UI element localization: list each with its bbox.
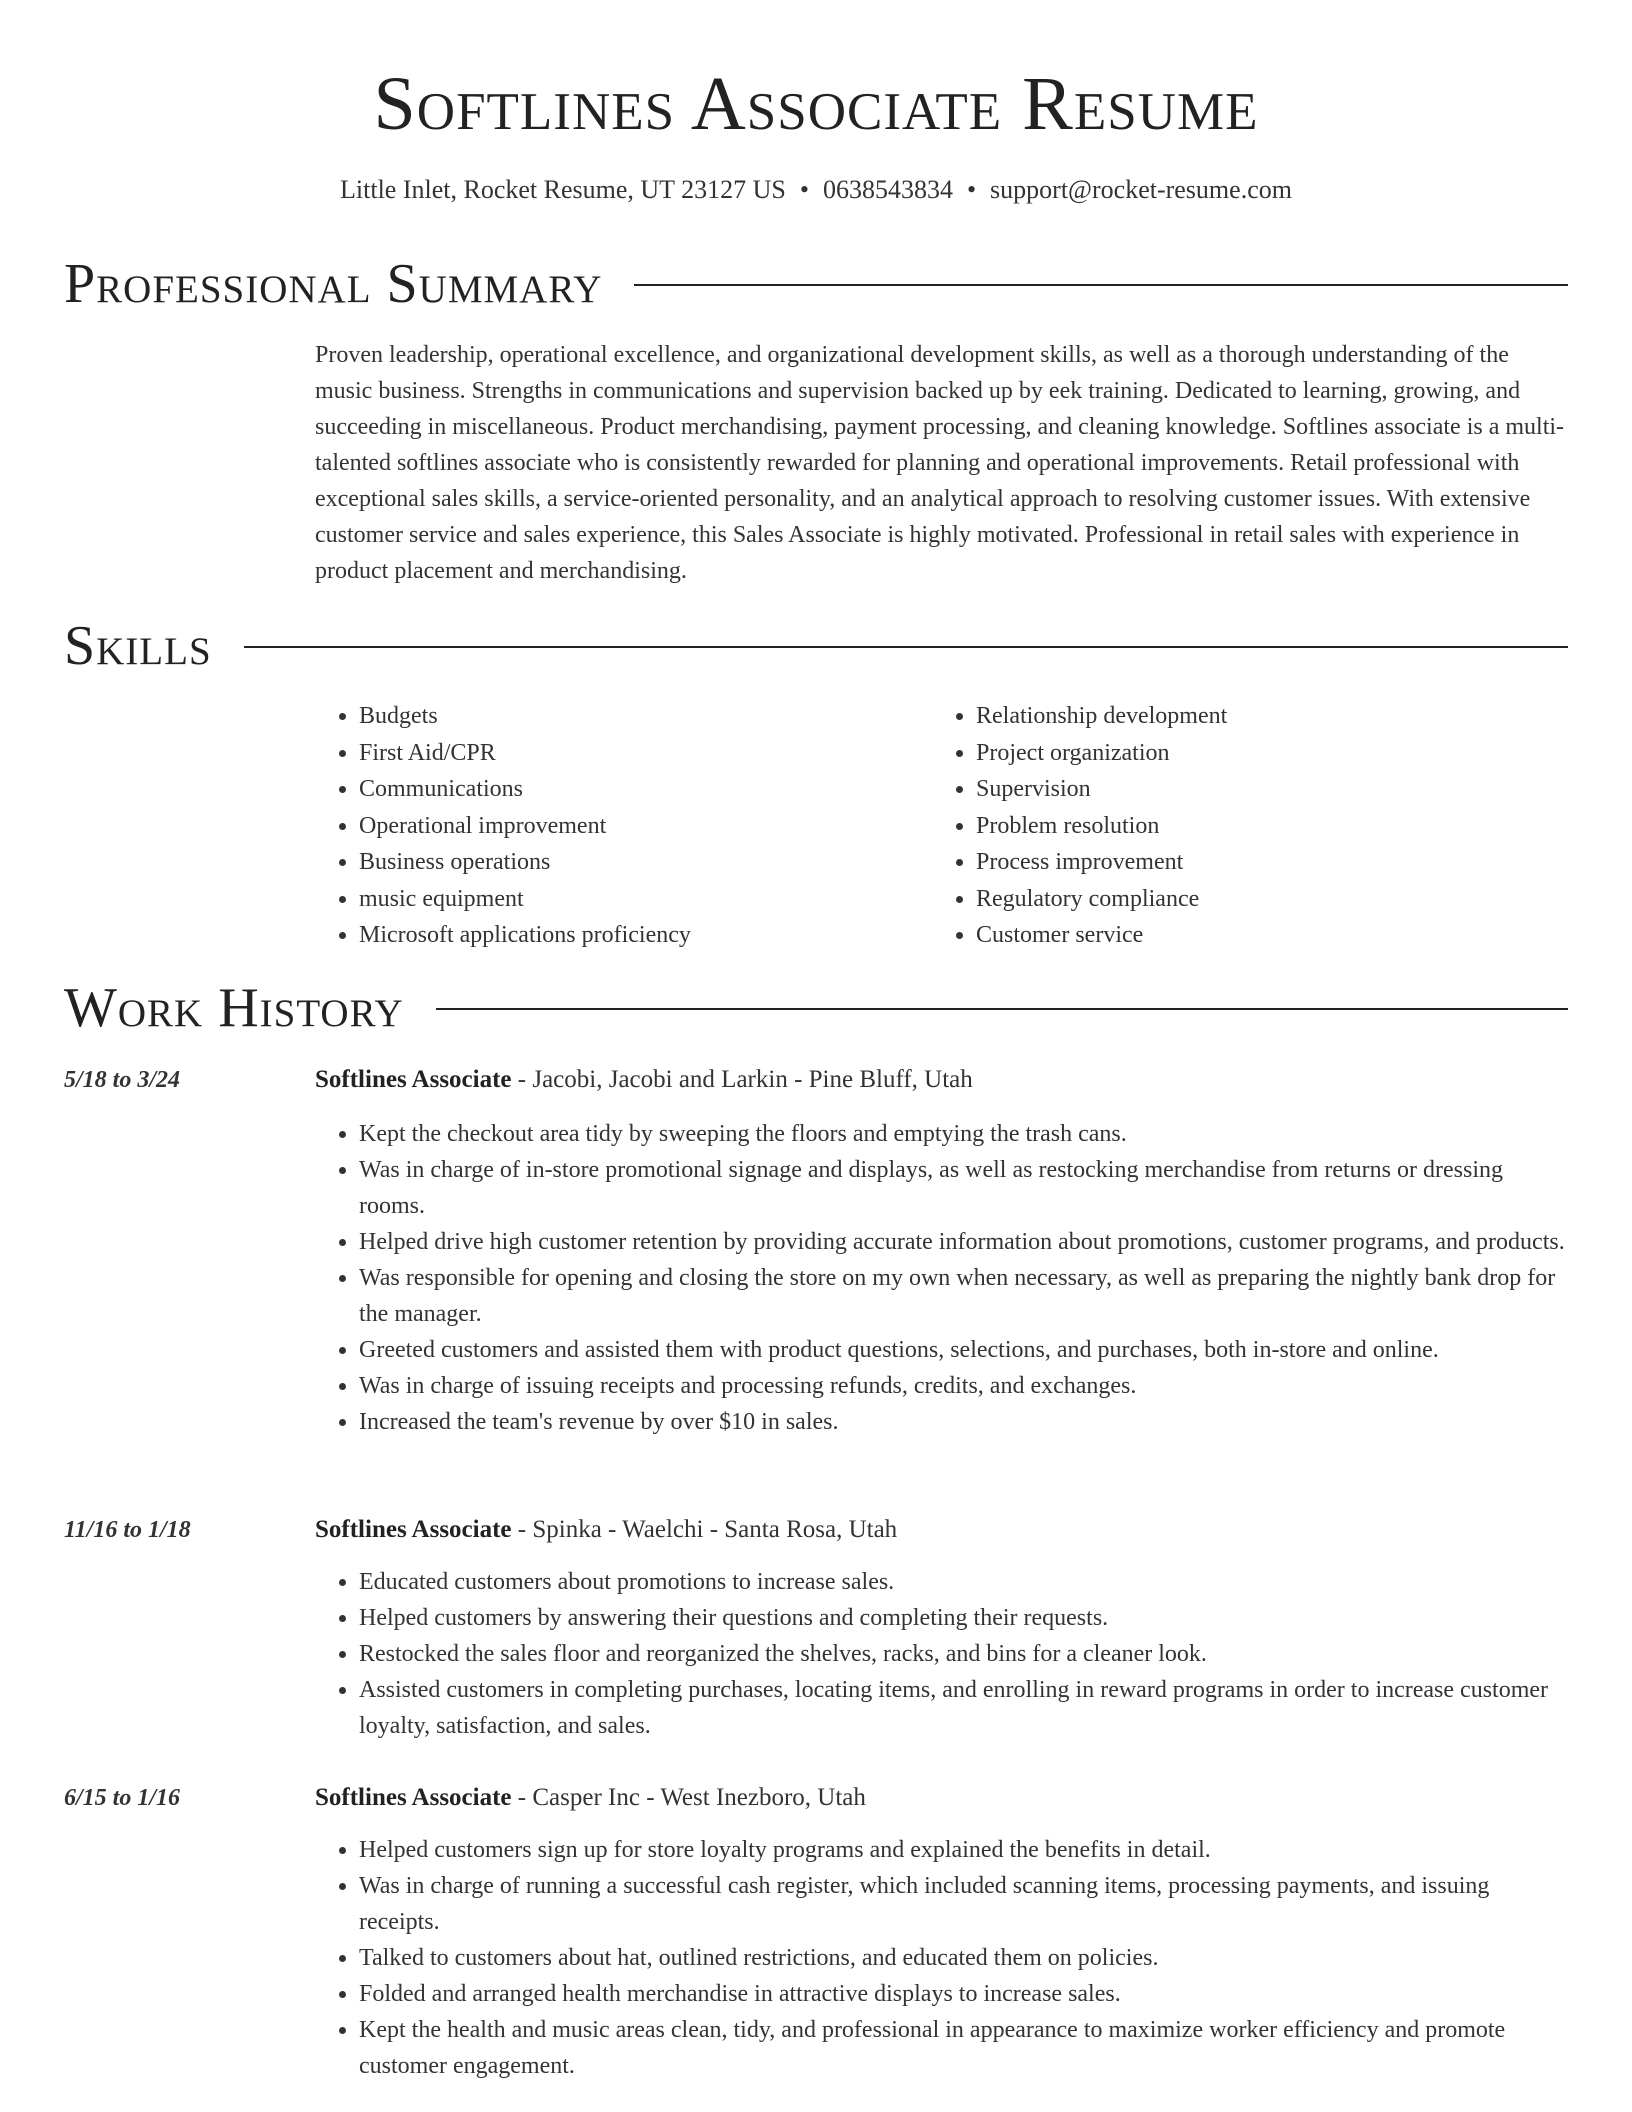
resume-title: Softlines Associate Resume bbox=[373, 62, 1259, 146]
skill-item: • Operational improvement bbox=[359, 808, 932, 845]
job-duty-item: • Talked to customers about hat, outlined restrictions, and educated them on policies. bbox=[359, 1940, 1568, 1976]
job-duty-item: • Helped drive high customer retention by providing accurate information about promotions, customer programs, and products. bbox=[359, 1224, 1568, 1260]
skills-list bbox=[315, 698, 1570, 954]
job-duty-item: • Greeted customers and assisted them with product questions, selections, and purchases, both in-store and online. bbox=[359, 1332, 1568, 1368]
job-dates: 11/16 to 1/18 bbox=[64, 1517, 191, 1543]
skills-section-header bbox=[64, 614, 1568, 678]
job-duty-item: • Educated customers about promotions to increase sales. bbox=[359, 1564, 1568, 1600]
skills-column-left bbox=[315, 698, 932, 954]
contact-separator: • bbox=[966, 175, 977, 204]
job-duty-item: • Kept the checkout area tidy by sweeping the floors and emptying the trash cans. bbox=[359, 1116, 1568, 1152]
job-heading bbox=[315, 1512, 897, 1548]
skill-item: • Budgets bbox=[359, 698, 932, 735]
skill-item: • Process improvement bbox=[976, 844, 1549, 881]
skill-item: • First Aid/CPR bbox=[359, 735, 932, 772]
skill-item: • Problem resolution bbox=[976, 808, 1549, 845]
contact-line bbox=[0, 175, 1632, 205]
contact-address: Little Inlet, Rocket Resume, UT 23127 US bbox=[340, 175, 786, 204]
job-heading bbox=[315, 1780, 866, 1816]
contact-separator: • bbox=[799, 175, 809, 204]
job-details: - Casper Inc - West Inezboro, Utah bbox=[511, 1784, 866, 1811]
skill-item: • music equipment bbox=[359, 881, 932, 918]
job-duty-item: • Restocked the sales floor and reorganized the shelves, racks, and bins for a cleaner look. bbox=[359, 1636, 1568, 1672]
skill-item: • Communications bbox=[359, 771, 932, 808]
job-duty-item: • Assisted customers in completing purchases, locating items, and enrolling in reward programs in order to increase customer loyalty, satisfaction, and sales. bbox=[359, 1672, 1568, 1744]
job-title: Softlines Associate bbox=[315, 1066, 512, 1093]
job-duty-item: • Helped customers sign up for store loyalty programs and explained the benefits in detail. bbox=[359, 1832, 1568, 1868]
job-duty-item: • Was responsible for opening and closing the store on my own when necessary, as well as preparing the nightly bank drop for the manager. bbox=[359, 1260, 1568, 1332]
job-duty-item: • Helped customers by answering their questions and completing their requests. bbox=[359, 1600, 1568, 1636]
skill-item: • Relationship development bbox=[976, 698, 1549, 735]
skill-item: • Business operations bbox=[359, 844, 932, 881]
skill-item: • Supervision bbox=[976, 771, 1549, 808]
summary-text: Proven leadership, operational excellence, and organizational development skills, as well as a thorough understanding of the music business. Strengths in communications and supervision backed up by eek training. Dedicated to learning, growing, and succeeding in miscellaneous. Product merchandising, payment processing, and cleaning knowledge. Softlines associate is a multi-talented softlines associate who is consistently rewarded for planning and operational improvements. Retail professional with exceptional sales skills, a service-oriented personality, and an analytical approach to resolving customer issues. With extensive customer service and sales experience, this Sales Associate is highly motivated. Professional in retail sales with experience in product placement and merchandising. bbox=[315, 342, 1565, 584]
job-duties bbox=[315, 1832, 1568, 2084]
section-divider bbox=[634, 284, 1568, 286]
skill-item: • Customer service bbox=[976, 917, 1549, 954]
job-details: - Jacobi, Jacobi and Larkin - Pine Bluff, Utah bbox=[511, 1066, 973, 1093]
section-divider bbox=[244, 646, 1568, 648]
summary-heading: Professional Summary bbox=[64, 253, 603, 315]
job-duty-item: • Folded and arranged health merchandise in attractive displays to increase sales. bbox=[359, 1976, 1568, 2012]
job-title: Softlines Associate bbox=[315, 1516, 512, 1543]
job-duties bbox=[315, 1116, 1568, 1440]
skills-heading: Skills bbox=[64, 615, 212, 677]
work-heading: Work History bbox=[64, 977, 404, 1039]
job-duty-item: • Was in charge of in-store promotional signage and displays, as well as restocking merchandise from returns or dressing rooms. bbox=[359, 1152, 1568, 1224]
job-dates: 5/18 to 3/24 bbox=[64, 1067, 181, 1093]
job-duty-item: • Kept the health and music areas clean, tidy, and professional in appearance to maximize worker efficiency and promote customer engagement. bbox=[359, 2012, 1568, 2084]
job-title: Softlines Associate bbox=[315, 1784, 512, 1811]
work-section-header bbox=[64, 976, 1568, 1040]
skill-item: • Project organization bbox=[976, 735, 1549, 772]
job-duty-item: • Was in charge of running a successful cash register, which included scanning items, processing payments, and issuing receipts. bbox=[359, 1868, 1568, 1940]
summary-section-header bbox=[64, 252, 1568, 316]
contact-phone: 0638543834 bbox=[822, 175, 953, 204]
contact-email[interactable]: support@rocket-resume.com bbox=[990, 175, 1292, 204]
job-heading bbox=[315, 1062, 973, 1098]
job-duty-item: • Was in charge of issuing receipts and processing refunds, credits, and exchanges. bbox=[359, 1368, 1568, 1404]
skill-item: • Regulatory compliance bbox=[976, 881, 1549, 918]
skills-column-right bbox=[932, 698, 1549, 954]
section-divider bbox=[436, 1008, 1568, 1010]
skill-item: • Microsoft applications proficiency bbox=[359, 917, 932, 954]
job-dates: 6/15 to 1/16 bbox=[64, 1785, 181, 1811]
job-duties bbox=[315, 1564, 1568, 1744]
job-details: - Spinka - Waelchi - Santa Rosa, Utah bbox=[511, 1516, 898, 1543]
job-duty-item: • Increased the team's revenue by over $10 in sales. bbox=[359, 1404, 1568, 1440]
